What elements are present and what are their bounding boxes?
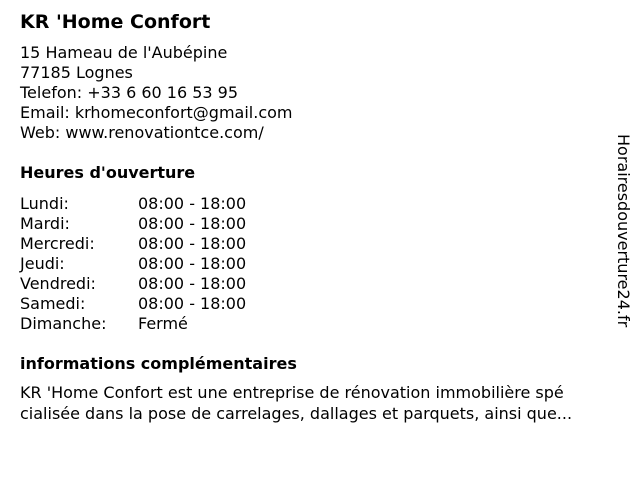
info-line: KR 'Home Confort est une entreprise de rénovation immobilière spé [20, 383, 564, 402]
time-range: Fermé [138, 314, 188, 333]
day-label: Samedi: [20, 294, 86, 313]
contact-block [20, 43, 292, 143]
address-street: 15 Hameau de l'Aubépine [20, 43, 228, 62]
info-heading: informations complémentaires [20, 354, 297, 373]
day-label: Jeudi: [20, 254, 65, 273]
day-label: Mardi: [20, 214, 70, 233]
hours-heading: Heures d'ouverture [20, 163, 196, 182]
address-city: 77185 Lognes [20, 63, 133, 82]
time-range: 08:00 - 18:00 [138, 234, 247, 253]
time-range: 08:00 - 18:00 [138, 214, 247, 233]
phone-line[interactable]: Telefon: +33 6 60 16 53 95 [20, 83, 239, 102]
day-label: Vendredi: [20, 274, 96, 293]
time-range: 08:00 - 18:00 [138, 294, 247, 313]
business-name: KR 'Home Confort [20, 11, 211, 33]
web-line[interactable]: Web: www.renovationtce.com/ [20, 123, 264, 142]
time-range: 08:00 - 18:00 [138, 254, 247, 273]
time-range: 08:00 - 18:00 [138, 274, 247, 293]
time-range: 08:00 - 18:00 [138, 194, 247, 213]
day-label: Mercredi: [20, 234, 95, 253]
email-line[interactable]: Email: krhomeconfort@gmail.com [20, 103, 293, 122]
day-label: Dimanche: [20, 314, 107, 333]
info-line: cialisée dans la pose de carrelages, dallages et parquets, ainsi que... [20, 404, 573, 423]
site-watermark [612, 134, 634, 344]
info-description [20, 382, 620, 424]
watermark-text: Horairesdouverture24.fr [614, 134, 633, 328]
day-label: Lundi: [20, 194, 69, 213]
